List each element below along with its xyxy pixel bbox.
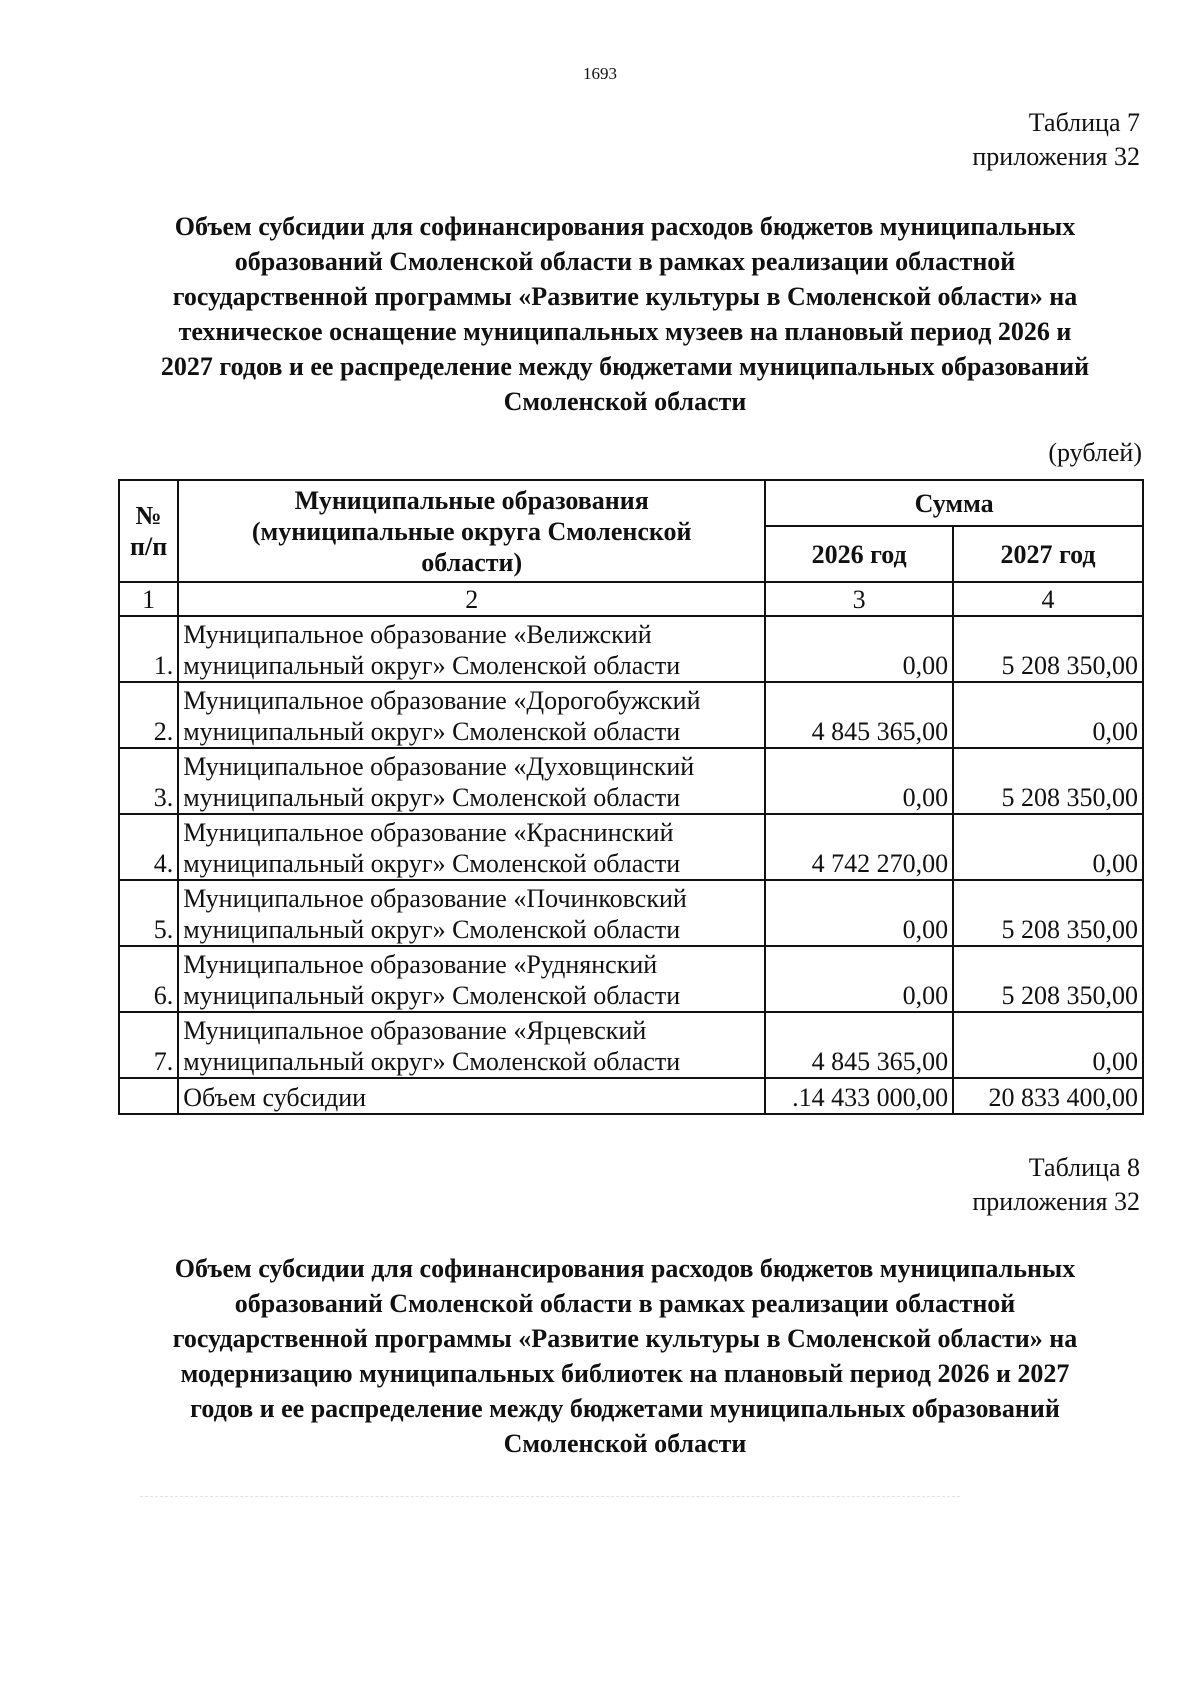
row-value-2026: 0,00 — [765, 880, 953, 946]
municipality-line: муниципальный округ» Смоленской области — [183, 651, 681, 680]
header-municipality-line: (муниципальные округа Смоленской — [251, 516, 692, 546]
municipality-line: муниципальный округ» Смоленской области — [183, 717, 681, 746]
row-value-2027: 5 208 350,00 — [953, 616, 1143, 682]
municipality-line: Муниципальное образование «Велижский — [183, 620, 652, 649]
table-row — [119, 616, 1143, 682]
header-number-symbol: № — [135, 501, 162, 530]
title-line: Объем субсидии для софинансирования расходов бюджетов муниципальных — [174, 1254, 1076, 1283]
header-number — [119, 480, 178, 582]
row-value-2026: 4 742 270,00 — [765, 814, 953, 880]
total-value-2027: 20 833 400,00 — [953, 1078, 1143, 1114]
municipality-line: Муниципальное образование «Краснинский — [183, 818, 674, 847]
municipality-line: Муниципальное образование «Духовщинский — [183, 752, 695, 781]
table-row — [119, 814, 1143, 880]
table8-title — [105, 1251, 1145, 1461]
title-line: техническое оснащение муниципальных музеев на плановый период 2026 и — [178, 317, 1072, 346]
title-line: Смоленской области — [503, 387, 747, 416]
table7-ref-appendix: приложения 32 — [972, 142, 1140, 171]
row-value-2026: 0,00 — [765, 946, 953, 1012]
table8-ref-appendix: приложения 32 — [972, 1187, 1140, 1216]
row-value-2027: 5 208 350,00 — [953, 748, 1143, 814]
row-index: 2. — [119, 682, 178, 748]
municipality-line: муниципальный округ» Смоленской области — [183, 981, 681, 1010]
row-value-2027: 0,00 — [953, 1012, 1143, 1078]
table8-ref-label: Таблица 8 — [1028, 1153, 1140, 1182]
column-number: 3 — [765, 582, 953, 616]
row-index: 5. — [119, 880, 178, 946]
row-municipality — [178, 880, 765, 946]
title-line: годов и ее распределение между бюджетами муниципальных образований — [190, 1394, 1060, 1423]
table-row — [119, 682, 1143, 748]
row-value-2026: 4 845 365,00 — [765, 1012, 953, 1078]
row-index: 6. — [119, 946, 178, 1012]
row-municipality — [178, 682, 765, 748]
row-value-2026: 4 845 365,00 — [765, 682, 953, 748]
row-value-2027: 0,00 — [953, 814, 1143, 880]
column-number: 2 — [178, 582, 765, 616]
municipality-line: муниципальный округ» Смоленской области — [183, 783, 681, 812]
total-index-empty — [119, 1078, 178, 1114]
row-value-2027: 5 208 350,00 — [953, 946, 1143, 1012]
total-label: Объем субсидии — [178, 1078, 765, 1114]
municipality-line: Муниципальное образование «Дорогобужский — [183, 686, 701, 715]
table-row — [119, 880, 1143, 946]
municipality-line: муниципальный округ» Смоленской области — [183, 849, 681, 878]
municipality-line: Муниципальное образование «Руднянский — [183, 950, 658, 979]
row-value-2027: 5 208 350,00 — [953, 880, 1143, 946]
table7-reference — [972, 106, 1140, 174]
row-municipality — [178, 1012, 765, 1078]
table-row — [119, 748, 1143, 814]
scan-artifact-divider — [140, 1496, 960, 1527]
municipality-line: Муниципальное образование «Ярцевский — [183, 1016, 647, 1045]
total-row — [119, 1078, 1143, 1114]
row-index: 3. — [119, 748, 178, 814]
row-municipality — [178, 946, 765, 1012]
column-number: 1 — [119, 582, 178, 616]
title-line: Смоленской области — [503, 1429, 747, 1458]
row-municipality — [178, 814, 765, 880]
row-municipality — [178, 748, 765, 814]
units-label: (рублей) — [1048, 438, 1142, 467]
title-line: 2027 годов и ее распределение между бюджетами муниципальных образований — [160, 352, 1090, 381]
header-sum: Сумма — [765, 480, 1143, 526]
subsidy-table — [118, 479, 1144, 1115]
row-index: 7. — [119, 1012, 178, 1078]
row-index: 1. — [119, 616, 178, 682]
header-year-2026: 2026 год — [765, 526, 953, 582]
municipality-line: Муниципальное образование «Починковский — [183, 884, 687, 913]
title-line: государственной программы «Развитие культуры в Смоленской области» на — [172, 282, 1078, 311]
municipality-line: муниципальный округ» Смоленской области — [183, 915, 681, 944]
page-number: 1693 — [583, 64, 617, 83]
header-municipality-line: области) — [421, 547, 523, 577]
header-number-abbr: п/п — [130, 532, 168, 561]
table8-reference — [972, 1151, 1140, 1219]
title-line: образований Смоленской области в рамках реализации областной — [234, 1289, 1016, 1318]
table7-ref-label: Таблица 7 — [1028, 108, 1140, 137]
row-value-2027: 0,00 — [953, 682, 1143, 748]
column-number-row — [119, 582, 1143, 616]
row-index: 4. — [119, 814, 178, 880]
title-line: государственной программы «Развитие культуры в Смоленской области» на — [172, 1324, 1078, 1353]
column-number: 4 — [953, 582, 1143, 616]
title-line: модернизацию муниципальных библиотек на плановый период 2026 и 2027 — [180, 1359, 1070, 1388]
row-value-2026: 0,00 — [765, 616, 953, 682]
municipality-line: муниципальный округ» Смоленской области — [183, 1047, 681, 1076]
total-value-2026: .14 433 000,00 — [765, 1078, 953, 1114]
title-line: образований Смоленской области в рамках реализации областной — [234, 247, 1016, 276]
table-row — [119, 1012, 1143, 1078]
header-row — [119, 480, 1143, 526]
table7-title — [105, 209, 1145, 419]
row-value-2026: 0,00 — [765, 748, 953, 814]
header-municipality-line: Муниципальные образования — [294, 485, 649, 515]
title-line: Объем субсидии для софинансирования расходов бюджетов муниципальных — [174, 212, 1076, 241]
table-row — [119, 946, 1143, 1012]
row-municipality — [178, 616, 765, 682]
header-municipality — [178, 480, 765, 582]
header-year-2027: 2027 год — [953, 526, 1143, 582]
